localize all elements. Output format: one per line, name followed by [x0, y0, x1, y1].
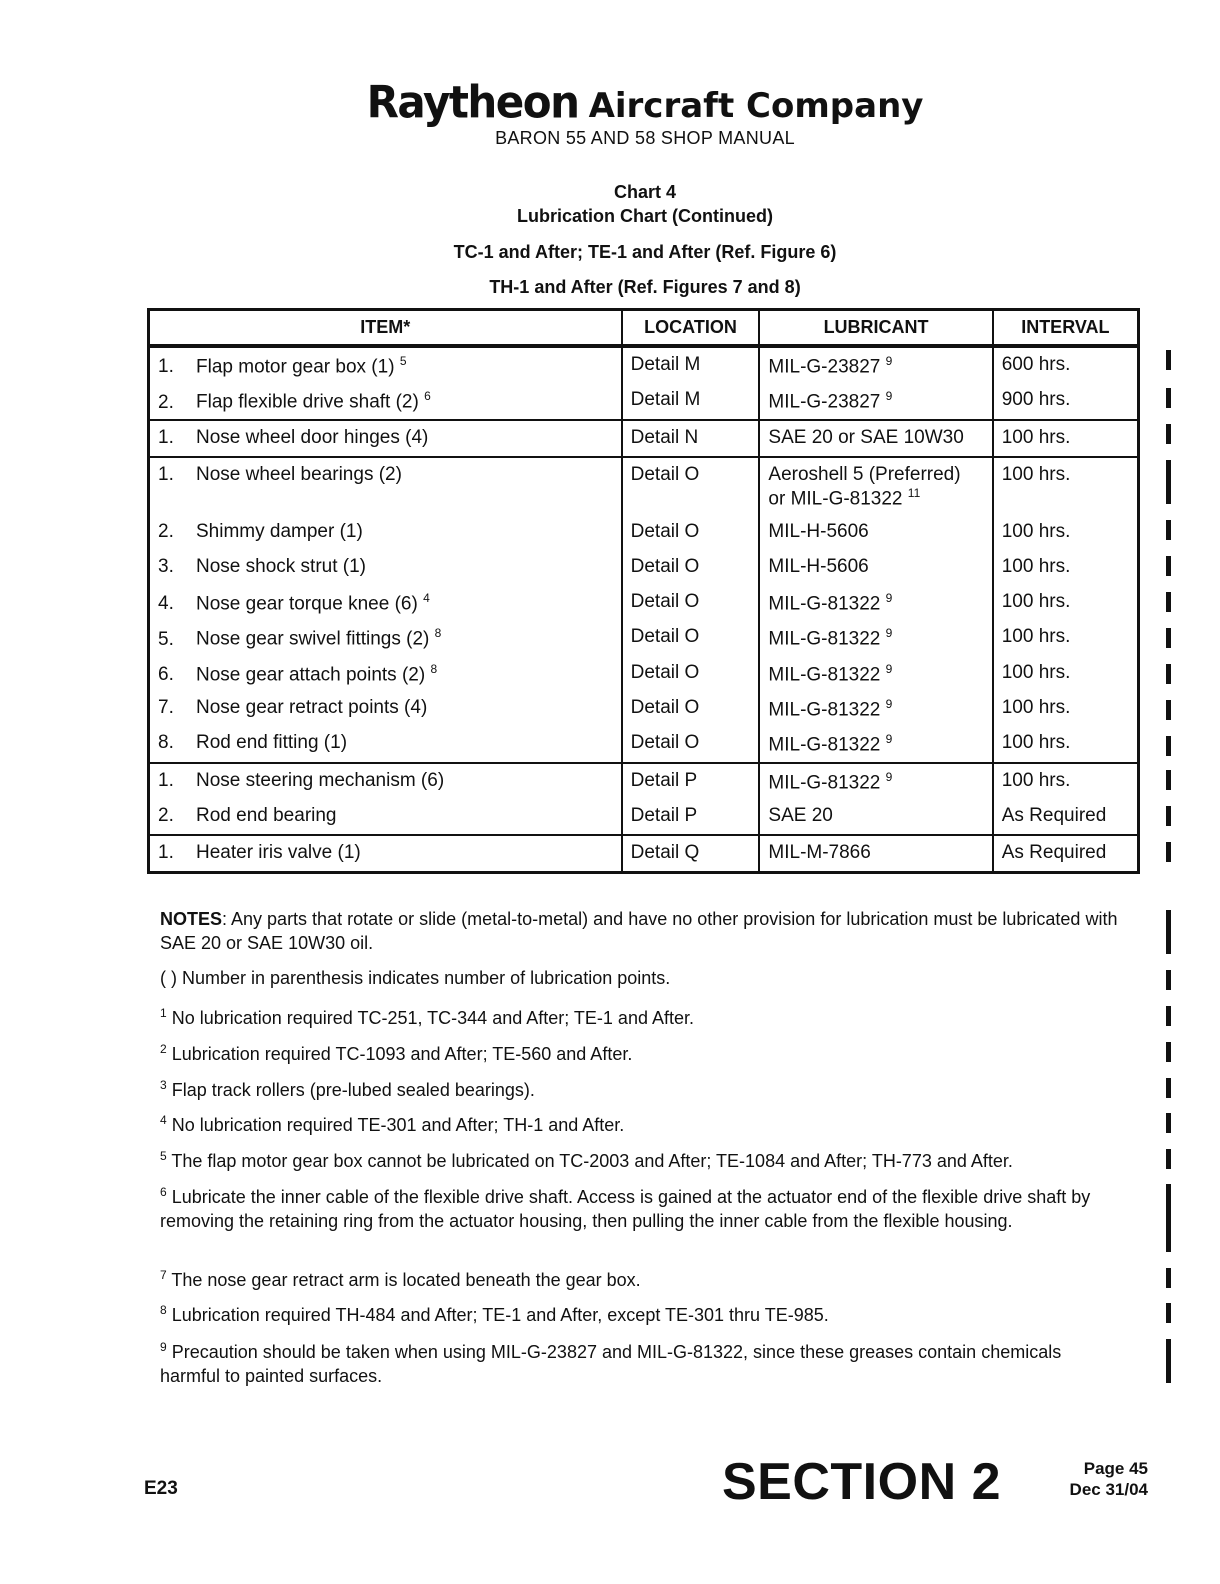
lubricant-name: MIL-H-5606	[768, 520, 869, 542]
item-number: 1.	[158, 426, 174, 448]
manual-title: BARON 55 AND 58 SHOP MANUAL	[495, 128, 795, 148]
item-cell	[149, 457, 622, 515]
location-cell: Detail P	[622, 763, 760, 799]
lubricant-cell	[759, 515, 992, 550]
item-number: 1.	[158, 463, 174, 485]
footer-code: E23	[144, 1478, 178, 1499]
table-row	[149, 763, 1139, 799]
lubricant-name-alt: or MIL-G-81322	[768, 487, 903, 509]
interval-cell: As Required	[993, 799, 1139, 835]
item-number: 4.	[158, 593, 174, 615]
lubricant-name: Aeroshell 5 (Preferred)	[768, 463, 961, 485]
interval-cell: 900 hrs.	[993, 383, 1139, 419]
lubricant-cell	[759, 457, 992, 515]
lubricant-footnote: 9	[885, 389, 893, 404]
lubricant-footnote: 9	[885, 626, 893, 641]
lubricant-name: MIL-G-23827	[768, 356, 881, 378]
revision-bar	[1166, 1113, 1171, 1133]
company-name: Aircraft Company	[588, 86, 924, 126]
item-footnote: 8	[434, 626, 442, 641]
revision-bar	[1166, 770, 1171, 790]
interval-cell: 100 hrs.	[993, 691, 1139, 726]
lubricant-cell	[759, 346, 992, 383]
location-cell: Detail O	[622, 515, 760, 550]
chart-title: Lubrication Chart (Continued)	[517, 206, 773, 226]
table-row	[149, 346, 1139, 383]
table-header-row	[149, 310, 1139, 347]
revision-bar	[1166, 970, 1171, 990]
revision-bar	[1166, 1078, 1171, 1098]
item-number: 5.	[158, 628, 174, 650]
lubricant-name: MIL-G-81322	[768, 593, 881, 615]
page-number: Page 45	[1083, 1459, 1148, 1478]
lubricant-name: MIL-G-81322	[768, 699, 881, 721]
item-footnote: 8	[430, 661, 438, 676]
lubricant-cell	[759, 620, 992, 655]
item-cell	[149, 799, 622, 835]
header-interval: INTERVAL	[993, 310, 1139, 347]
revision-bar	[1166, 1042, 1171, 1062]
header-lubricant: LUBRICANT	[759, 310, 992, 347]
item-name: Flap motor gear box (1)	[196, 356, 395, 378]
item-cell	[149, 420, 622, 457]
footnote: $^3$ Flap track rollers (pre-lubed sealed bearings).	[160, 1078, 535, 1100]
revision-bar	[1166, 520, 1171, 540]
lubricant-footnote: 9	[885, 696, 893, 711]
table-row	[149, 726, 1139, 762]
revision-date: Dec 31/04	[1069, 1480, 1148, 1499]
revision-bar	[1166, 806, 1171, 826]
table-row	[149, 550, 1139, 585]
item-name: Nose gear retract points (4)	[196, 696, 428, 718]
item-name: Nose wheel door hinges (4)	[196, 426, 429, 448]
revision-bar	[1166, 460, 1171, 504]
item-cell	[149, 585, 622, 620]
lubricant-footnote: 9	[885, 769, 893, 784]
footnote: $^1$ No lubrication required TC-251, TC-344 and After; TE-1 and After.	[160, 1006, 694, 1028]
lubricant-cell	[759, 550, 992, 585]
revision-bar	[1166, 1149, 1171, 1169]
table-row	[149, 620, 1139, 655]
item-number: 1.	[158, 356, 174, 378]
item-name: Shimmy damper (1)	[196, 520, 363, 542]
location-cell: Detail N	[622, 420, 760, 457]
lubricant-cell	[759, 383, 992, 419]
item-cell	[149, 656, 622, 691]
revision-bar	[1166, 1303, 1171, 1323]
location-cell: Detail O	[622, 585, 760, 620]
revision-bar	[1166, 1268, 1171, 1288]
interval-cell: 100 hrs.	[993, 550, 1139, 585]
item-number: 2.	[158, 391, 174, 413]
item-cell	[149, 763, 622, 799]
item-name: Nose wheel bearings (2)	[196, 463, 402, 485]
chart-applicability-1: TC-1 and After; TE-1 and After (Ref. Figure 6)	[453, 242, 837, 262]
item-footnote: 4	[423, 590, 430, 605]
table-row	[149, 457, 1139, 515]
item-cell	[149, 550, 622, 585]
revision-bar	[1166, 910, 1171, 954]
item-number: 8.	[158, 732, 174, 754]
item-number: 7.	[158, 696, 174, 718]
table-row	[149, 691, 1139, 726]
revision-bar	[1166, 350, 1171, 370]
item-footnote: 5	[399, 354, 407, 368]
lubricant-name: MIL-G-81322	[768, 663, 881, 685]
interval-cell: 100 hrs.	[993, 726, 1139, 762]
interval-cell: 100 hrs.	[993, 656, 1139, 691]
revision-bar	[1166, 556, 1171, 576]
location-cell: Detail O	[622, 457, 760, 515]
footnote: $^4$ No lubrication required TE-301 and After; TH-1 and After.	[160, 1113, 625, 1135]
interval-cell: 100 hrs.	[993, 457, 1139, 515]
footnote: $^5$ The flap motor gear box cannot be lubricated on TC-2003 and After; TE-1084 and After; TH-773 and After.	[160, 1149, 1013, 1171]
lubricant-name: SAE 20 or SAE 10W30	[768, 426, 964, 448]
lubricant-name: MIL-H-5606	[768, 555, 869, 577]
location-cell: Detail O	[622, 726, 760, 762]
location-cell: Detail M	[622, 383, 760, 419]
location-cell: Detail O	[622, 691, 760, 726]
chart-applicability-2: TH-1 and After (Ref. Figures 7 and 8)	[489, 277, 801, 297]
interval-cell: As Required	[993, 835, 1139, 873]
lubricant-footnote: 9	[885, 590, 893, 605]
notes-label: NOTES	[160, 909, 223, 929]
interval-cell: 100 hrs.	[993, 763, 1139, 799]
interval-cell: 100 hrs.	[993, 585, 1139, 620]
lubricant-footnote: 9	[885, 661, 893, 676]
item-number: 3.	[158, 555, 174, 577]
item-cell	[149, 620, 622, 655]
item-cell	[149, 835, 622, 873]
revision-bar	[1166, 736, 1171, 756]
lubricant-cell	[759, 835, 992, 873]
location-cell: Detail Q	[622, 835, 760, 873]
header-item: ITEM*	[149, 310, 622, 347]
table-row	[149, 585, 1139, 620]
notes-intro: NOTES: Any parts that rotate or slide (metal-to-metal) and have no other provision for lubrication must be lubricated with SAE 20 or SAE 10W30 oil.	[160, 909, 1118, 953]
item-name: Nose gear swivel fittings (2)	[196, 628, 430, 650]
lubricant-cell	[759, 799, 992, 835]
item-number: 1.	[158, 841, 174, 863]
table-row	[149, 799, 1139, 835]
lubricant-footnote: 9	[885, 732, 893, 747]
item-name: Nose shock strut (1)	[196, 555, 366, 577]
lubricant-cell	[759, 656, 992, 691]
revision-bar	[1166, 388, 1171, 408]
item-name: Nose gear attach points (2)	[196, 663, 426, 685]
item-cell	[149, 691, 622, 726]
location-cell: Detail P	[622, 799, 760, 835]
lubricant-footnote: 9	[885, 354, 893, 368]
footnote: $^9$ Precaution should be taken when using MIL-G-23827 and MIL-G-81322, since these greases contain chemicals harmful to painted surfaces.	[160, 1340, 1062, 1386]
location-cell: Detail O	[622, 656, 760, 691]
chart-number: Chart 4	[613, 182, 676, 202]
header-location: LOCATION	[622, 310, 760, 347]
notes-parenthesis: ( ) Number in parenthesis indicates number of lubrication points.	[160, 968, 671, 988]
footer-page-info	[1050, 1458, 1148, 1500]
revision-bar	[1166, 1339, 1171, 1383]
revision-bar	[1166, 1184, 1171, 1252]
footnote: $^6$ Lubricate the inner cable of the flexible drive shaft. Access is gained at the actuator end of the flexible drive shaft by removing the retaining ring from the actuator housing, then pulling the inner cable from the flexible housing.	[160, 1185, 1091, 1231]
item-cell	[149, 515, 622, 550]
item-number: 1.	[158, 769, 174, 791]
interval-cell: 600 hrs.	[993, 346, 1139, 383]
item-cell	[149, 726, 622, 762]
interval-cell: 100 hrs.	[993, 620, 1139, 655]
revision-bar	[1166, 592, 1171, 612]
lubrication-table	[147, 308, 1140, 874]
revision-bar	[1166, 628, 1171, 648]
item-number: 2.	[158, 804, 174, 826]
table-row	[149, 420, 1139, 457]
table-row	[149, 656, 1139, 691]
lubricant-name: MIL-G-23827	[768, 391, 881, 413]
company-logo	[0, 78, 1220, 127]
location-cell: Detail M	[622, 346, 760, 383]
revision-bar	[1166, 664, 1171, 684]
table-row	[149, 383, 1139, 419]
item-cell	[149, 346, 622, 383]
item-name: Rod end bearing	[196, 804, 337, 826]
revision-bar	[1166, 424, 1171, 444]
lubricant-name: MIL-M-7866	[768, 841, 871, 863]
table-row	[149, 835, 1139, 873]
logo-wordmark: Raytheon	[366, 76, 579, 129]
lubricant-cell	[759, 585, 992, 620]
interval-cell: 100 hrs.	[993, 420, 1139, 457]
item-number: 6.	[158, 663, 174, 685]
footnote: $^8$ Lubrication required TH-484 and After; TE-1 and After, except TE-301 thru TE-985.	[160, 1303, 829, 1325]
revision-bar	[1166, 700, 1171, 720]
location-cell: Detail O	[622, 620, 760, 655]
item-name: Nose gear torque knee (6)	[196, 593, 418, 615]
item-name: Flap flexible drive shaft (2)	[196, 391, 419, 413]
lubricant-cell	[759, 420, 992, 457]
item-name: Rod end fitting (1)	[196, 732, 348, 754]
table-row	[149, 515, 1139, 550]
revision-bar	[1166, 842, 1171, 862]
lubricant-cell	[759, 726, 992, 762]
lubricant-name: MIL-G-81322	[768, 628, 881, 650]
lubricant-name: MIL-G-81322	[768, 734, 881, 756]
revision-bar	[1166, 1006, 1171, 1026]
footnote: $^2$ Lubrication required TC-1093 and After; TE-560 and After.	[160, 1042, 633, 1064]
lubricant-footnote: 11	[907, 485, 921, 500]
lubricant-name: SAE 20	[768, 804, 833, 826]
item-name: Nose steering mechanism (6)	[196, 769, 445, 791]
item-number: 2.	[158, 520, 174, 542]
lubricant-name: MIL-G-81322	[768, 771, 881, 793]
location-cell: Detail O	[622, 550, 760, 585]
interval-cell: 100 hrs.	[993, 515, 1139, 550]
item-cell	[149, 383, 622, 419]
item-name: Heater iris valve (1)	[196, 841, 361, 863]
lubricant-cell	[759, 763, 992, 799]
footer-section: SECTION 2	[722, 1453, 1001, 1511]
footnote: $^7$ The nose gear retract arm is located beneath the gear box.	[160, 1268, 641, 1290]
item-footnote: 6	[424, 389, 431, 404]
lubricant-cell	[759, 691, 992, 726]
